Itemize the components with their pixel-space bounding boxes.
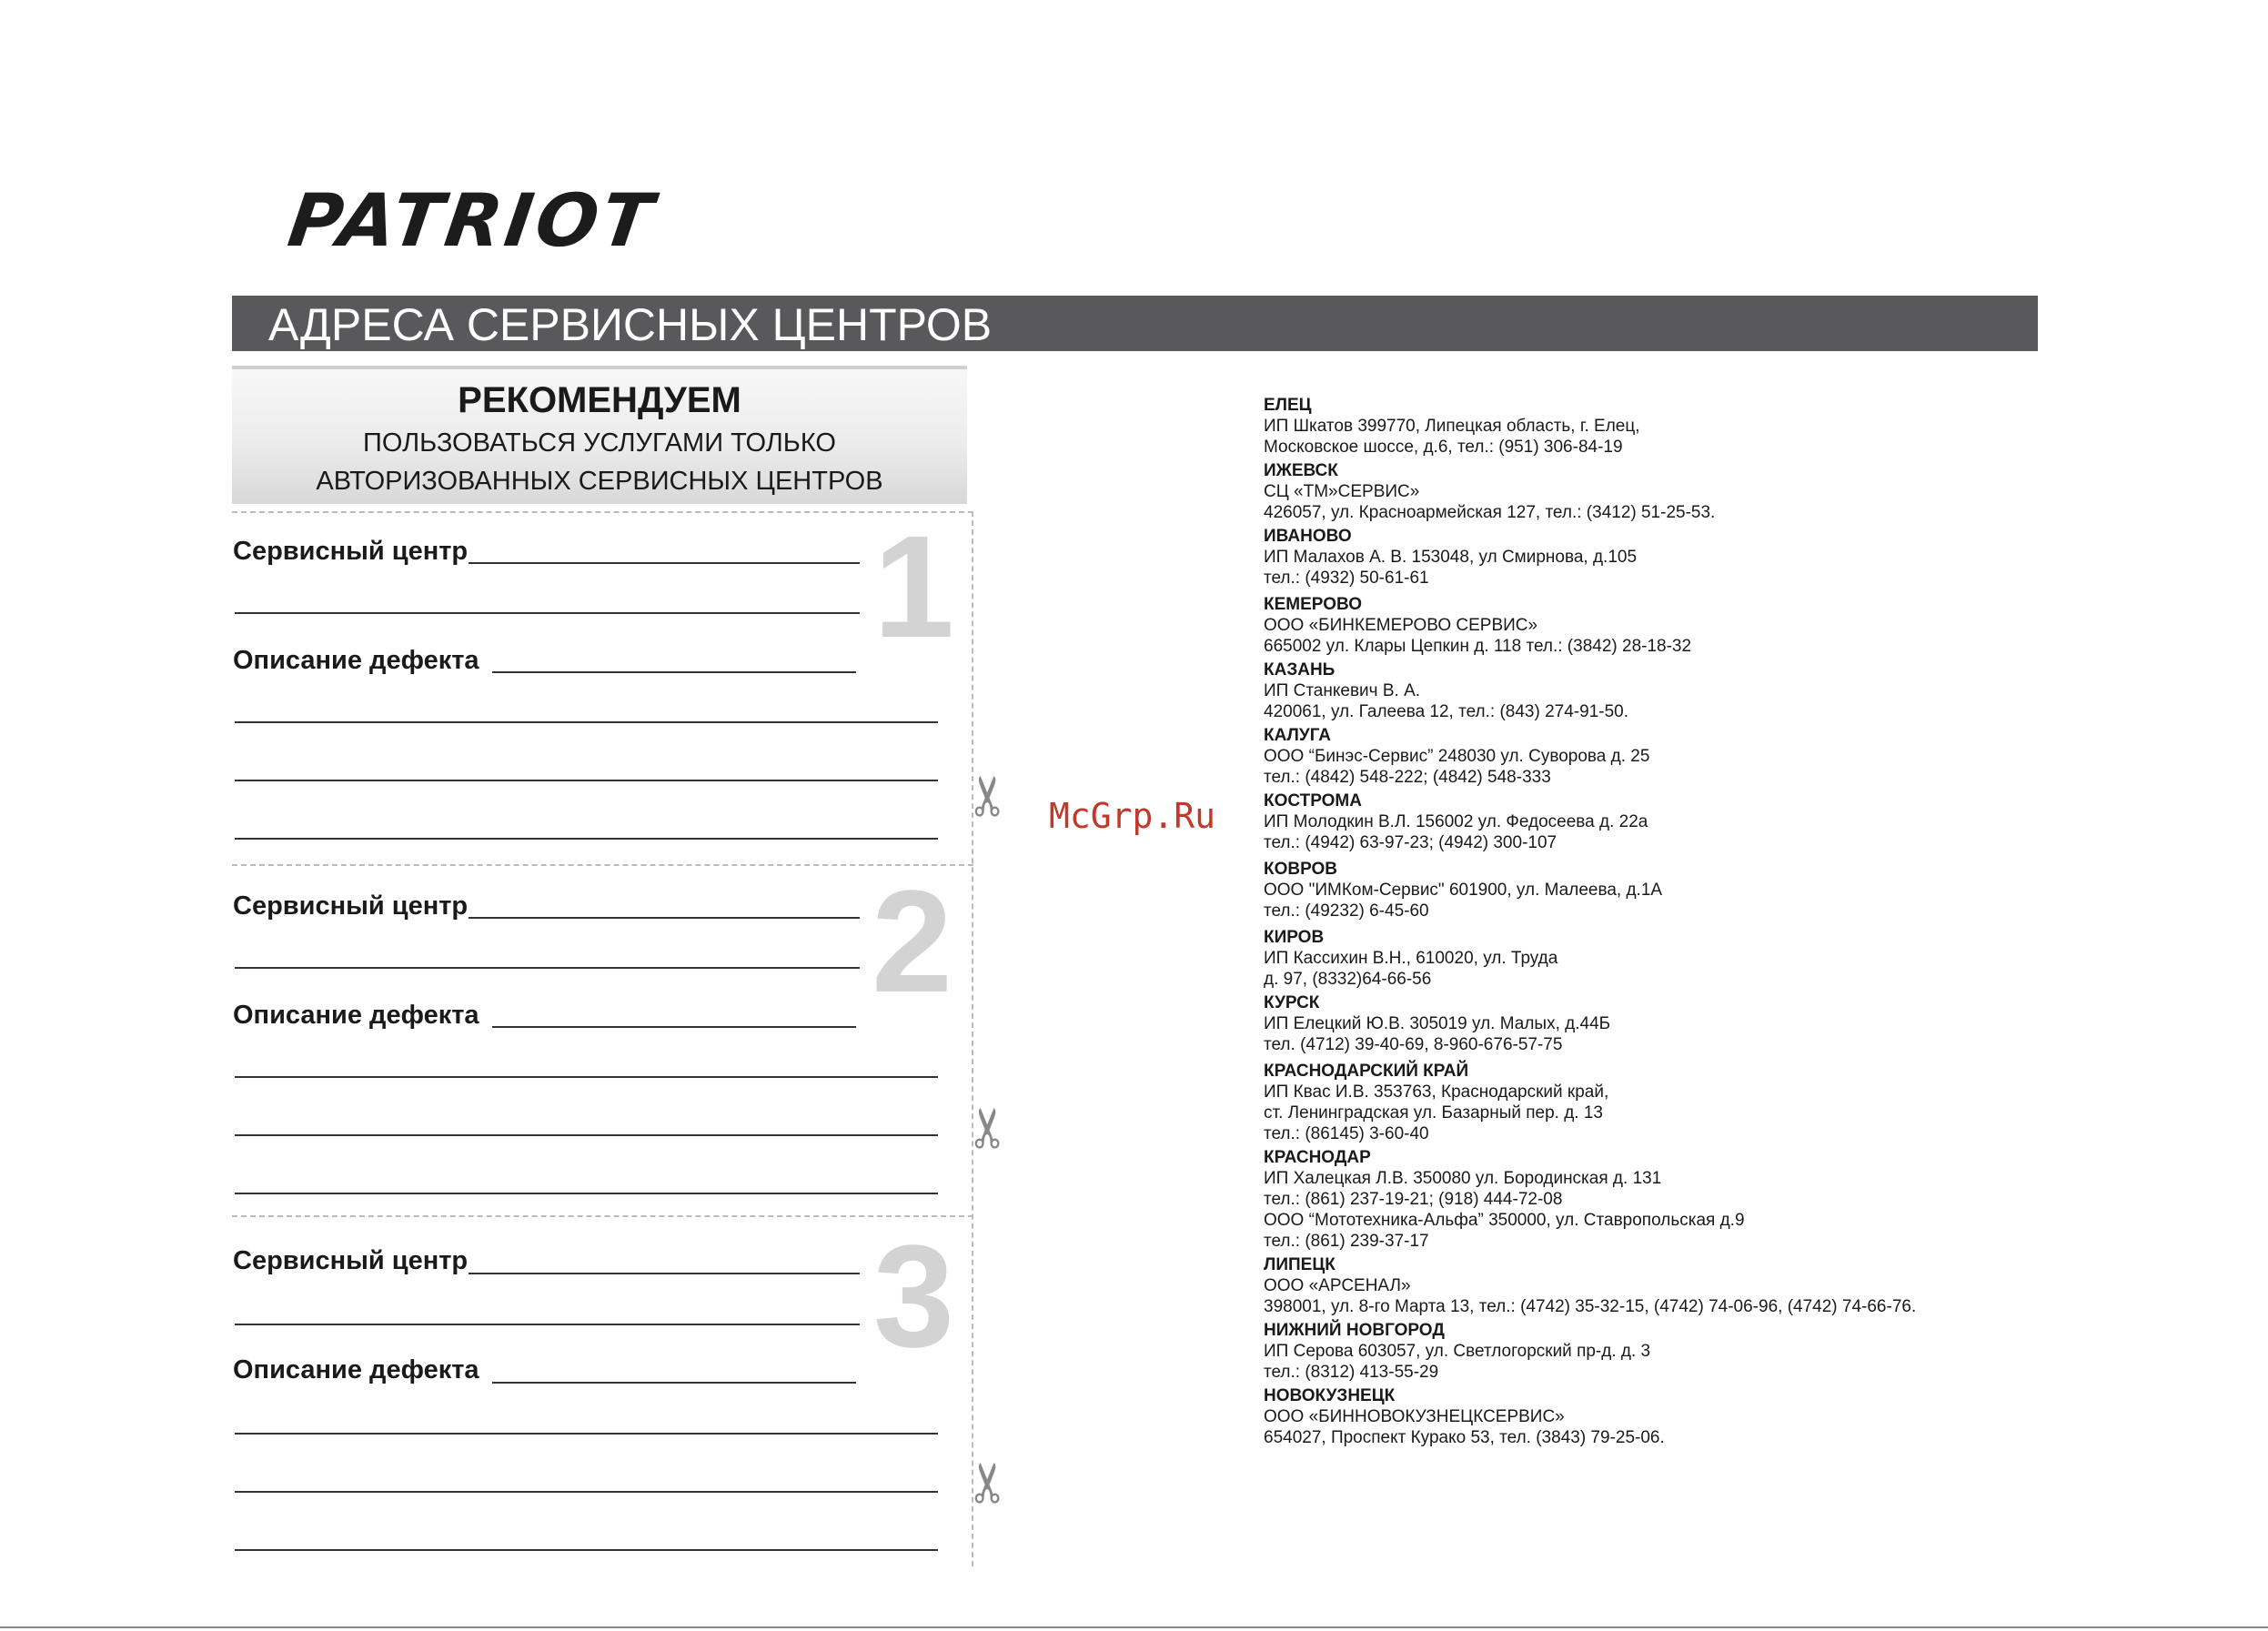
address-entry [1264,1254,2173,1317]
recommendation-box [232,366,967,504]
address-entry [1264,1385,2173,1448]
address-entry [1264,725,2173,788]
service-center-field-line-2[interactable] [235,967,860,969]
address-line: ст. Ленинградская ул. Базарный пер. д. 13 [1264,1103,1603,1123]
section-banner [232,296,2038,351]
address-entry [1264,1147,2173,1252]
address-line: тел.: (49232) 6-45-60 [1264,901,1429,921]
address-line: 426057, ул. Красноармейская 127, тел.: (3412) 51-25-53. [1264,503,1716,522]
recommendation-heading: РЕКОМЕНДУЕМ [458,380,741,420]
page-title: АДРЕСА СЕРВИСНЫХ ЦЕНТРОВ [268,299,993,350]
defect-line[interactable] [235,1549,938,1551]
address-entry [1264,659,2173,722]
defect-description-label: Описание дефекта [233,1355,479,1384]
recommendation-line-1: ПОЛЬЗОВАТЬСЯ УСЛУГАМИ ТОЛЬКО [363,428,836,458]
form-number-1: 1 [873,505,954,668]
address-city: КЕМЕРОВО [1264,595,1362,614]
defect-line[interactable] [235,1076,938,1078]
defect-line[interactable] [235,721,938,723]
address-line: тел.: (86145) 3-60-40 [1264,1124,1429,1143]
address-line: ООО “Мототехника-Альфа” 350000, ул. Ставропольская д.9 [1264,1211,1745,1230]
address-city: КАЗАНЬ [1264,660,1336,680]
defect-line[interactable] [235,1491,938,1493]
form-number-3: 3 [873,1214,954,1377]
defect-description-field[interactable] [492,1026,856,1028]
address-city: КУРСК [1264,993,1320,1012]
scissors-icon: ✂ [958,1104,1020,1152]
address-line: 420061, ул. Галеева 12, тел.: (843) 274-91-50. [1264,702,1628,721]
address-entry [1264,790,2173,853]
address-line: ООО “Бинэс-Сервис” 248030 ул. Суворова д. 25 [1264,747,1650,766]
address-city: КОСТРОМА [1264,791,1362,810]
address-line: тел.: (4842) 548-222; (4842) 548-333 [1264,768,1551,787]
address-line: ИП Серова 603057, ул. Светлогорский пр-д. д. 3 [1264,1342,1651,1361]
defect-description-label: Описание дефекта [233,646,479,675]
defect-description-field[interactable] [492,671,856,673]
address-city: ЕЛЕЦ [1264,396,1312,415]
cut-line-top [232,511,973,513]
brand-logo: PATRIOT [283,178,661,263]
address-line: ИП Шкатов 399770, Липецкая область, г. Елец, [1264,417,1640,436]
address-city: КАЛУГА [1264,726,1331,745]
address-line: Московское шоссе, д.6, тел.: (951) 306-84-19 [1264,438,1623,457]
address-line: д. 97, (8332)64-66-56 [1264,970,1432,989]
address-line: ИП Малахов А. В. 153048, ул Смирнова, д.105 [1264,548,1638,567]
form-number-2: 2 [872,860,953,1022]
service-center-label: Сервисный центр [233,891,469,921]
address-line: ООО "ИМКом-Сервис" 601900, ул. Малеева, д.1А [1264,881,1663,900]
page-bottom-border [0,1626,2268,1628]
recommendation-line-2: АВТОРИЗОВАННЫХ СЕРВИСНЫХ ЦЕНТРОВ [316,467,883,496]
address-entry [1264,594,2173,657]
defect-line[interactable] [235,1433,938,1435]
service-center-label: Сервисный центр [233,1246,469,1275]
address-line: ООО «АРСЕНАЛ» [1264,1276,1411,1295]
address-list [1264,395,2173,1451]
address-line: 398001, ул. 8-го Марта 13, тел.: (4742) 35-32-15, (4742) 74-06-96, (4742) 74-66-76. [1264,1297,1917,1316]
address-line: 665002 ул. Клары Цепкин д. 118 тел.: (3842) 28-18-32 [1264,637,1692,656]
address-entry [1264,1320,2173,1383]
address-entry [1264,1061,2173,1144]
address-line: ИП Халецкая Л.В. 350080 ул. Бородинская д. 131 [1264,1169,1662,1188]
address-line: ИП Квас И.В. 353763, Краснодарский край, [1264,1082,1609,1102]
cut-line-middle-1 [232,864,973,866]
address-entry [1264,395,2173,458]
address-line: тел.: (861) 237-19-21; (918) 444-72-08 [1264,1190,1563,1209]
defect-line[interactable] [235,780,938,781]
address-line: 654027, Проспект Курако 53, тел. (3843) 79-25-06. [1264,1428,1665,1447]
cut-line-middle-2 [232,1215,973,1217]
service-center-field[interactable] [469,1273,860,1274]
scissors-icon: ✂ [958,1459,1020,1506]
address-city: НИЖНИЙ НОВГОРОД [1264,1321,1445,1340]
service-center-field[interactable] [469,917,860,919]
watermark: McGrp.Ru [1049,796,1216,836]
address-line: ООО «БИНКЕМЕРОВО СЕРВИС» [1264,616,1538,635]
address-city: НОВОКУЗНЕЦК [1264,1386,1396,1405]
scissors-icon: ✂ [958,772,1020,820]
address-entry [1264,992,2173,1055]
address-line: ИП Станкевич В. А. [1264,681,1421,700]
address-line: СЦ «ТМ»СЕРВИС» [1264,482,1420,501]
address-city: КИРОВ [1264,928,1325,947]
service-center-field-line-2[interactable] [235,612,860,614]
address-line: ИП Кассихин В.Н., 610020, ул. Труда [1264,949,1558,968]
service-center-label: Сервисный центр [233,537,469,566]
address-city: ИЖЕВСК [1264,461,1338,480]
address-line: тел.: (4932) 50-61-61 [1264,569,1429,588]
defect-description-label: Описание дефекта [233,1001,479,1030]
service-center-field-line-2[interactable] [235,1324,860,1325]
address-line: тел.: (4942) 63-97-23; (4942) 300-107 [1264,833,1557,852]
address-entry [1264,526,2173,589]
defect-line[interactable] [235,1134,938,1136]
address-line: тел. (4712) 39-40-69, 8-960-676-57-75 [1264,1035,1563,1054]
address-line: тел.: (861) 239-37-17 [1264,1232,1429,1251]
address-entry [1264,927,2173,990]
address-city: ИВАНОВО [1264,527,1352,546]
address-line: тел.: (8312) 413-55-29 [1264,1363,1439,1382]
address-city: КРАСНОДАРСКИЙ КРАЙ [1264,1062,1469,1081]
service-center-field[interactable] [469,562,860,564]
defect-description-field[interactable] [492,1382,856,1384]
address-line: ООО «БИННОВОКУЗНЕЦКСЕРВИС» [1264,1407,1565,1426]
address-entry [1264,460,2173,523]
address-city: КРАСНОДАР [1264,1148,1371,1167]
defect-line[interactable] [235,1193,938,1194]
address-line: ИП Елецкий Ю.В. 305019 ул. Малых, д.44Б [1264,1014,1611,1033]
address-entry [1264,859,2173,921]
address-line: ИП Молодкин В.Л. 156002 ул. Федосеева д. 22а [1264,812,1648,831]
address-city: ЛИПЕЦК [1264,1255,1336,1274]
cut-line-vertical [972,511,973,1566]
address-city: КОВРОВ [1264,860,1338,879]
defect-line[interactable] [235,838,938,840]
